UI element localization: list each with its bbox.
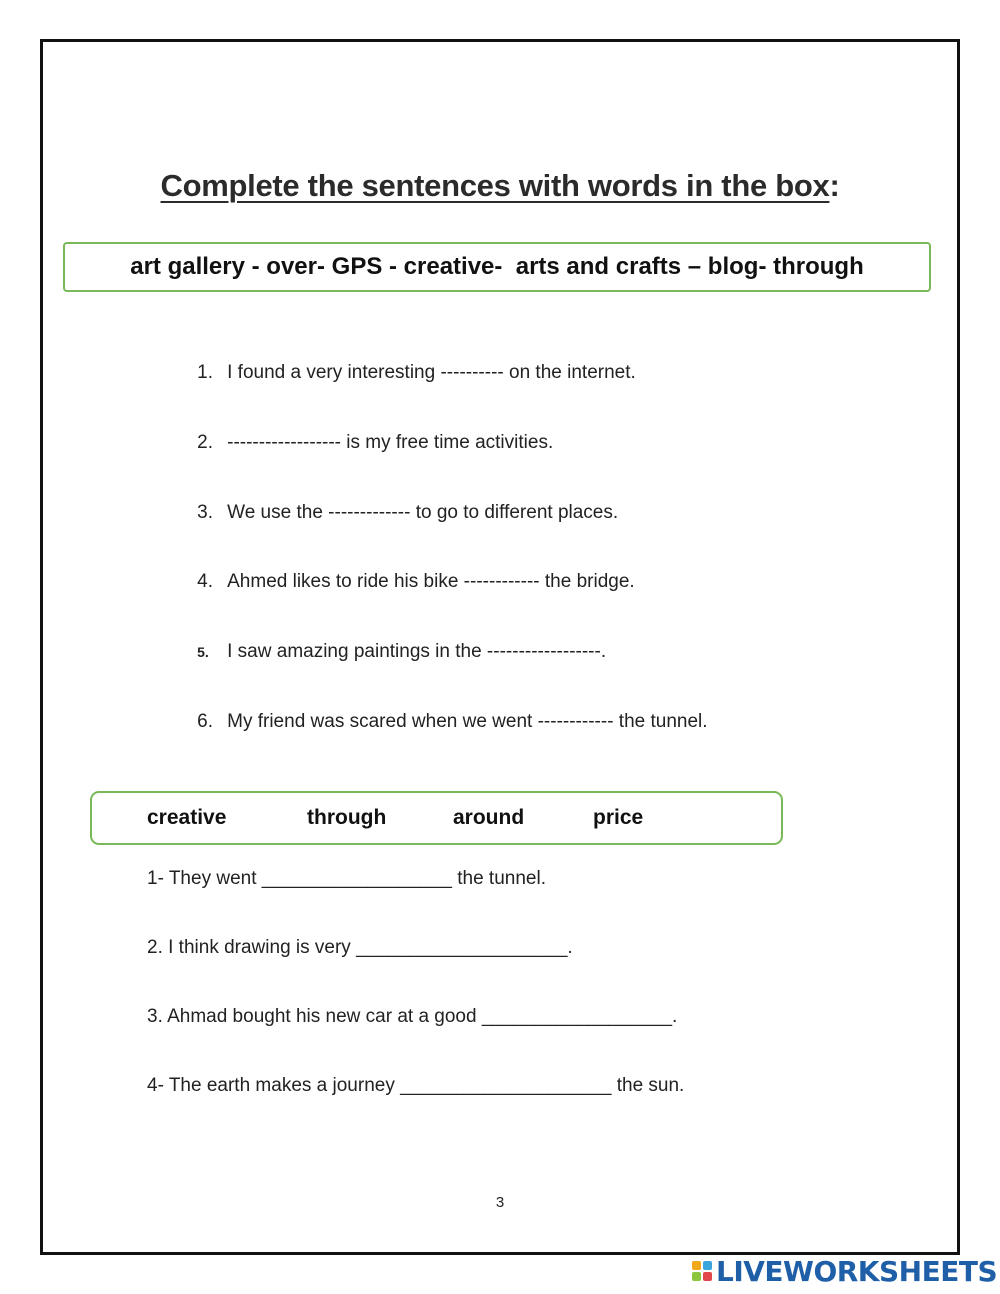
logo-square (692, 1261, 701, 1270)
title-text: Complete the sentences with words in the box (160, 168, 830, 203)
word-bank-2-word: creative (147, 806, 227, 829)
title-colon: : (829, 168, 840, 203)
item-number: 6. (197, 711, 213, 732)
item-number: 3. (197, 502, 213, 523)
logo-square (692, 1272, 701, 1281)
word-bank-box-1 (63, 242, 931, 292)
logo-squares-icon (692, 1261, 712, 1281)
exercise-1-item (176, 340, 876, 406)
item-number: 4. (197, 571, 213, 592)
item-text[interactable]: ------------------ is my free time activities. (227, 432, 554, 453)
item-text[interactable]: We use the ------------- to go to different places. (227, 502, 619, 523)
liveworksheets-logo (692, 1254, 998, 1288)
logo-square (703, 1272, 712, 1281)
item-text[interactable]: I found a very interesting ---------- on the internet. (227, 362, 636, 383)
word-bank-1-words: art gallery - over- GPS - creative- arts and crafts – blog- through (130, 253, 864, 280)
exercise-2-item[interactable]: 1- They went __________________ the tunnel. (147, 868, 546, 889)
item-number: 1. (197, 362, 213, 383)
exercise-2-item[interactable]: 2. I think drawing is very ____________________. (147, 937, 573, 958)
exercise-2-item[interactable]: 4- The earth makes a journey ____________________ the sun. (147, 1075, 685, 1096)
word-bank-2-word: around (453, 806, 525, 829)
exercise-1-item (176, 689, 876, 755)
page-title (0, 168, 1000, 204)
item-number: 5. (197, 644, 209, 660)
word-bank-box-2 (90, 791, 783, 845)
item-text[interactable]: Ahmed likes to ride his bike ------------ the bridge. (227, 571, 635, 592)
item-text[interactable]: My friend was scared when we went ------------ the tunnel. (227, 711, 708, 732)
item-text[interactable]: I saw amazing paintings in the ------------------. (227, 641, 607, 662)
page-number: 3 (495, 1194, 505, 1211)
exercise-1-item (176, 480, 876, 546)
word-bank-2-word: through (307, 806, 387, 829)
exercise-1-item (176, 410, 876, 476)
exercise-1-item (176, 549, 876, 615)
brand-text: LIVEWORKSHEETS (716, 1254, 998, 1288)
logo-square (703, 1261, 712, 1270)
item-number: 2. (197, 432, 213, 453)
exercise-2-item[interactable]: 3. Ahmad bought his new car at a good __________________. (147, 1006, 678, 1027)
word-bank-2-word: price (593, 806, 644, 829)
exercise-1-item (176, 619, 876, 685)
